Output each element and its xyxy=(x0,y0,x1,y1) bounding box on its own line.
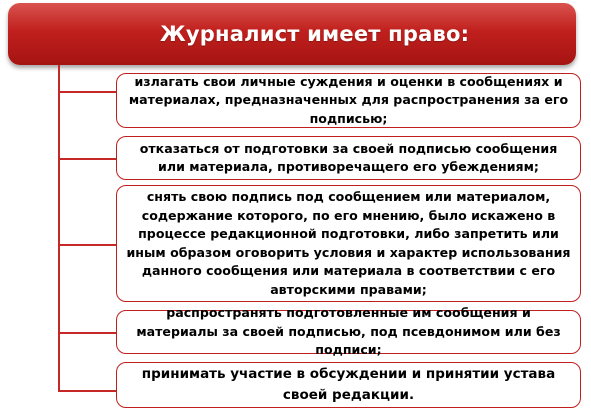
right-item-1 xyxy=(116,73,581,128)
right-item-3 xyxy=(116,185,581,302)
branch-line-5 xyxy=(58,390,116,392)
right-item-3-text: снять свою подпись под сообщением или материалом, содержание которого, по его мнению, было искажено в процессе редакционной подготовки, либо запретить или иным образом оговорить условия и характер использования данного сообщения или материала в соответствии с его авторскими правами; xyxy=(126,189,571,297)
tree-trunk-line xyxy=(58,65,60,390)
branch-line-2 xyxy=(58,158,116,160)
title-banner xyxy=(8,3,576,65)
right-item-2 xyxy=(116,136,581,180)
right-item-2-text: отказаться от подготовки за своей подписью сообщения или материала, противоречащего его убеждениям; xyxy=(139,140,558,174)
branch-line-4 xyxy=(58,332,116,334)
branch-line-3 xyxy=(58,244,116,246)
right-item-5 xyxy=(116,362,581,408)
right-item-4-text: распространять подготовленные им сообщения и материалы за своей подписью, под псевдонимом или без подписи; xyxy=(136,305,561,358)
right-item-4 xyxy=(116,305,581,358)
right-item-1-text: излагать свои личные суждения и оценки в сообщениях и материалах, предназначенных для распространения за его подписью; xyxy=(128,73,569,126)
branch-line-1 xyxy=(58,91,116,93)
right-item-5-text: принимать участие в обсуждении и принятии устава своей редакции. xyxy=(141,366,556,403)
diagram-title: Журналист имеет право: xyxy=(160,22,470,46)
